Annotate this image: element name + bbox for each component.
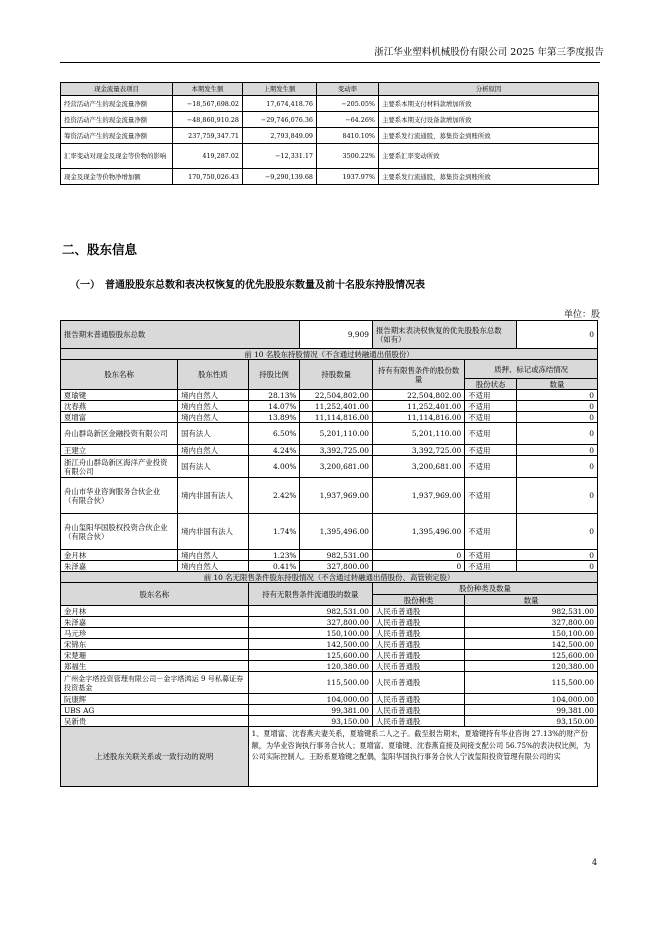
holder-name: 金月林 <box>61 550 178 561</box>
cashflow-item: 现金及现金等价物净增加额 <box>61 169 173 185</box>
cashflow-header: 分析原因 <box>379 83 599 96</box>
holder-ratio: 4.00% <box>248 456 300 478</box>
holder-name: 舟山玺阳华国股权投资合伙企业（有限合伙） <box>61 514 178 550</box>
uholder-qty: 104,000.00 <box>248 694 372 705</box>
table-row <box>61 412 598 423</box>
ucol-count: 数量 <box>465 595 598 606</box>
cashflow-row <box>61 112 599 128</box>
holder-restricted: 22,504,802.00 <box>373 390 465 401</box>
holder-nature: 境内自然人 <box>178 445 248 456</box>
holder-count: 0 <box>517 412 598 423</box>
list-item <box>61 672 598 694</box>
list-item <box>61 628 598 639</box>
table-row <box>61 445 598 456</box>
cashflow-table <box>60 82 599 185</box>
holder-nature: 境内自然人 <box>178 550 248 561</box>
cashflow-prior: 2,793,849.09 <box>243 128 317 144</box>
cashflow-reason: 主要系本期支付设备款增加所致 <box>379 112 599 128</box>
holder-restricted: 0 <box>373 550 465 561</box>
uholder-name: 宋楚珊 <box>61 650 249 661</box>
holder-ratio: 0.41% <box>248 561 300 572</box>
pref-holders-label: 报告期末表决权恢复的优先股股东总数（如有） <box>373 321 517 349</box>
cashflow-reason: 主要系发行流通股，募集资金到账所致 <box>379 169 599 185</box>
cashflow-row <box>61 144 599 169</box>
holder-count: 0 <box>517 401 598 412</box>
col-qty: 持股数量 <box>300 360 373 390</box>
cashflow-current: 419,287.02 <box>173 144 243 169</box>
holder-name: 沈春燕 <box>61 401 178 412</box>
holder-status: 不适用 <box>465 561 517 572</box>
cashflow-header: 现金流量表项目 <box>61 83 173 96</box>
list-item <box>61 661 598 672</box>
cashflow-reason: 主要系汇率变动所致 <box>379 144 599 169</box>
holder-status: 不适用 <box>465 550 517 561</box>
holder-ratio: 6.50% <box>248 423 300 445</box>
list-item <box>61 639 598 650</box>
holder-count: 0 <box>517 445 598 456</box>
uholder-kind: 人民币普通股 <box>373 606 465 617</box>
table-row <box>61 456 598 478</box>
cashflow-row <box>61 96 599 112</box>
ucol-kind: 股份种类 <box>373 595 465 606</box>
holder-ratio: 1.23% <box>248 550 300 561</box>
uholder-kind: 人民币普通股 <box>373 716 465 727</box>
holder-restricted: 11,252,401.00 <box>373 401 465 412</box>
pref-holders-value: 0 <box>517 321 598 349</box>
holder-qty: 3,392,725.00 <box>300 445 373 456</box>
uholder-name: 朱泽嘉 <box>61 617 249 628</box>
col-count: 数量 <box>517 379 598 390</box>
uholder-count: 104,000.00 <box>465 694 598 705</box>
holder-restricted: 5,201,110.00 <box>373 423 465 445</box>
holder-restricted: 3,200,681.00 <box>373 456 465 478</box>
cashflow-prior: −9,290,139.68 <box>243 169 317 185</box>
col-pledge: 质押、标记或冻结情况 <box>465 360 598 379</box>
uholder-kind: 人民币普通股 <box>373 672 465 694</box>
top10-title: 前 10 名股东持股情况（不含通过转融通出借股份） <box>61 349 598 360</box>
holder-name: 浙江舟山群岛新区海洋产业投资有限公司 <box>61 456 178 478</box>
cashflow-row <box>61 169 599 185</box>
cashflow-item: 经营活动产生的现金流量净额 <box>61 96 173 112</box>
cashflow-change: 1937.97% <box>317 169 379 185</box>
cashflow-current: −48,860,910.28 <box>173 112 243 128</box>
cashflow-prior: −12,331.17 <box>243 144 317 169</box>
holder-status: 不适用 <box>465 456 517 478</box>
col-restricted: 持有有限售条件的股份数量 <box>373 360 465 390</box>
cashflow-header: 本期发生额 <box>173 83 243 96</box>
table-row <box>61 401 598 412</box>
holder-restricted: 1,937,969.00 <box>373 478 465 514</box>
list-item <box>61 694 598 705</box>
total-holders-label: 报告期末普通股股东总数 <box>61 321 300 349</box>
holder-qty: 22,504,802.00 <box>300 390 373 401</box>
unit-label: 单位：股 <box>563 310 600 320</box>
cashflow-change: −205.05% <box>317 96 379 112</box>
uholder-qty: 142,500.00 <box>248 639 372 650</box>
holder-nature: 国有法人 <box>178 423 248 445</box>
uholder-count: 125,600.00 <box>465 650 598 661</box>
uholder-qty: 327,800.00 <box>248 617 372 628</box>
holder-status: 不适用 <box>465 445 517 456</box>
holder-restricted: 0 <box>373 561 465 572</box>
col-ratio: 持股比例 <box>248 360 300 390</box>
uholder-name: 广州金字塔投资管理有限公司－金字塔鸿运 9 号私募证券投资基金 <box>61 672 249 694</box>
uholder-qty: 120,380.00 <box>248 661 372 672</box>
cashflow-header: 变动率 <box>317 83 379 96</box>
table-row <box>61 478 598 514</box>
holder-qty: 5,201,110.00 <box>300 423 373 445</box>
holder-ratio: 2.42% <box>248 478 300 514</box>
cashflow-change: 3500.22% <box>317 144 379 169</box>
holder-name: 舟山群岛新区金融投资有限公司 <box>61 423 178 445</box>
col-nature: 股东性质 <box>178 360 248 390</box>
holder-ratio: 14.07% <box>248 401 300 412</box>
table-row <box>61 514 598 550</box>
col-status: 股份状态 <box>465 379 517 390</box>
list-item <box>61 650 598 661</box>
uholder-qty: 982,531.00 <box>248 606 372 617</box>
uholder-count: 115,500.00 <box>465 672 598 694</box>
uholder-kind: 人民币普通股 <box>373 661 465 672</box>
uholder-name: UBS AG <box>61 705 249 716</box>
table-row <box>61 561 598 572</box>
holder-nature: 境内非国有法人 <box>178 478 248 514</box>
total-holders-value: 9,909 <box>300 321 373 349</box>
relation-label: 上述股东关联关系或一致行动的说明 <box>61 727 249 787</box>
uholder-kind: 人民币普通股 <box>373 694 465 705</box>
uholder-name: 宋锦东 <box>61 639 249 650</box>
cashflow-prior: −29,746,076.36 <box>243 112 317 128</box>
holder-nature: 境内自然人 <box>178 412 248 423</box>
holder-count: 0 <box>517 390 598 401</box>
uholder-qty: 115,500.00 <box>248 672 372 694</box>
holder-status: 不适用 <box>465 412 517 423</box>
cashflow-prior: 17,674,418.76 <box>243 96 317 112</box>
holder-status: 不适用 <box>465 390 517 401</box>
uholder-name: 阮康辉 <box>61 694 249 705</box>
cashflow-item: 投资活动产生的现金流量净额 <box>61 112 173 128</box>
holder-count: 0 <box>517 423 598 445</box>
holder-nature: 国有法人 <box>178 456 248 478</box>
uholder-qty: 125,600.00 <box>248 650 372 661</box>
holder-restricted: 11,114,816.00 <box>373 412 465 423</box>
section-subtitle: （一） 普通股股东总数和表决权恢复的优先股股东数量及前十名股东持股情况表 <box>70 280 425 291</box>
cashflow-row <box>61 128 599 144</box>
holder-qty: 1,937,969.00 <box>300 478 373 514</box>
holder-name: 夏增富 <box>61 412 178 423</box>
cashflow-current: 170,750,026.43 <box>173 169 243 185</box>
list-item <box>61 716 598 727</box>
uholder-name: 吴新贵 <box>61 716 249 727</box>
uholder-count: 99,381.00 <box>465 705 598 716</box>
ucol-qty: 持有无限售条件流通股的数量 <box>248 583 372 606</box>
cashflow-change: 8410.10% <box>317 128 379 144</box>
unrestricted-title: 前 10 名无限售条件股东持股情况（不含通过转融通出借股份、高管锁定股） <box>61 572 598 583</box>
uholder-count: 142,500.00 <box>465 639 598 650</box>
holder-count: 0 <box>517 561 598 572</box>
holder-count: 0 <box>517 456 598 478</box>
uholder-qty: 93,150.00 <box>248 716 372 727</box>
holder-qty: 3,200,681.00 <box>300 456 373 478</box>
holder-status: 不适用 <box>465 401 517 412</box>
holder-ratio: 28.13% <box>248 390 300 401</box>
uholder-count: 93,150.00 <box>465 716 598 727</box>
uholder-kind: 人民币普通股 <box>373 617 465 628</box>
holder-qty: 982,531.00 <box>300 550 373 561</box>
table-row <box>61 390 598 401</box>
uholder-count: 327,800.00 <box>465 617 598 628</box>
shareholders-table <box>60 320 598 787</box>
cashflow-current: −18,567,698.02 <box>173 96 243 112</box>
uholder-count: 120,380.00 <box>465 661 598 672</box>
holder-name: 夏瑜键 <box>61 390 178 401</box>
ucol-name: 股东名称 <box>61 583 249 606</box>
uholder-name: 郑福生 <box>61 661 249 672</box>
holder-name: 王建立 <box>61 445 178 456</box>
holder-ratio: 1.74% <box>248 514 300 550</box>
cashflow-current: 237,759,347.71 <box>173 128 243 144</box>
table-row <box>61 423 598 445</box>
cashflow-reason: 主要系发行流通股，募集资金到账所致 <box>379 128 599 144</box>
header-rule <box>60 62 600 63</box>
holder-nature: 境内非国有法人 <box>178 514 248 550</box>
section-title: 二、股东信息 <box>62 242 138 257</box>
uholder-kind: 人民币普通股 <box>373 628 465 639</box>
holder-nature: 境内自然人 <box>178 561 248 572</box>
uholder-qty: 150,100.00 <box>248 628 372 639</box>
ucol-kind-group: 股份种类及数量 <box>373 583 598 595</box>
holder-qty: 11,252,401.00 <box>300 401 373 412</box>
page-header: 浙江华业塑料机械股份有限公司 2025 年第三季度报告 <box>374 47 604 58</box>
holder-status: 不适用 <box>465 514 517 550</box>
uholder-count: 982,531.00 <box>465 606 598 617</box>
holder-count: 0 <box>517 478 598 514</box>
holder-count: 0 <box>517 550 598 561</box>
uholder-count: 150,100.00 <box>465 628 598 639</box>
holder-qty: 327,800.00 <box>300 561 373 572</box>
holder-qty: 1,395,496.00 <box>300 514 373 550</box>
holder-count: 0 <box>517 514 598 550</box>
col-name: 股东名称 <box>61 360 178 390</box>
uholder-name: 金月林 <box>61 606 249 617</box>
relation-text: 1、夏增富、沈春燕夫妻关系，夏瑜键系二人之子。截至报告期末，夏瑜键持有华业咨询 27.13%的财产份额，为华业咨询执行事务合伙人；夏增富、夏瑜键、沈春燕直接及间接支配公司 56.75%的表决权比例，为公司实际控制人。王盼系夏瑜键之配偶，玺阳华国执行事务合伙人宁波玺阳投资管理有限公司的实 <box>248 727 597 787</box>
cashflow-item: 筹资活动产生的现金流量净额 <box>61 128 173 144</box>
uholder-qty: 99,381.00 <box>248 705 372 716</box>
list-item <box>61 705 598 716</box>
uholder-kind: 人民币普通股 <box>373 650 465 661</box>
list-item <box>61 606 598 617</box>
cashflow-change: −64.26% <box>317 112 379 128</box>
uholder-kind: 人民币普通股 <box>373 705 465 716</box>
holder-ratio: 13.89% <box>248 412 300 423</box>
holder-status: 不适用 <box>465 423 517 445</box>
list-item <box>61 617 598 628</box>
cashflow-header: 上期发生额 <box>243 83 317 96</box>
table-row <box>61 550 598 561</box>
holder-restricted: 3,392,725.00 <box>373 445 465 456</box>
holder-ratio: 4.24% <box>248 445 300 456</box>
holder-nature: 境内自然人 <box>178 401 248 412</box>
cashflow-reason: 主要系本期支付材料款增加所致 <box>379 96 599 112</box>
uholder-kind: 人民币普通股 <box>373 639 465 650</box>
holder-qty: 11,114,816.00 <box>300 412 373 423</box>
holder-name: 朱泽嘉 <box>61 561 178 572</box>
uholder-name: 马元珍 <box>61 628 249 639</box>
holder-restricted: 1,395,496.00 <box>373 514 465 550</box>
holder-nature: 境内自然人 <box>178 390 248 401</box>
holder-name: 舟山市华业咨询服务合伙企业（有限合伙） <box>61 478 178 514</box>
page-number: 4 <box>592 858 598 867</box>
cashflow-item: 汇率变动对现金及现金等价物的影响 <box>61 144 173 169</box>
holder-status: 不适用 <box>465 478 517 514</box>
